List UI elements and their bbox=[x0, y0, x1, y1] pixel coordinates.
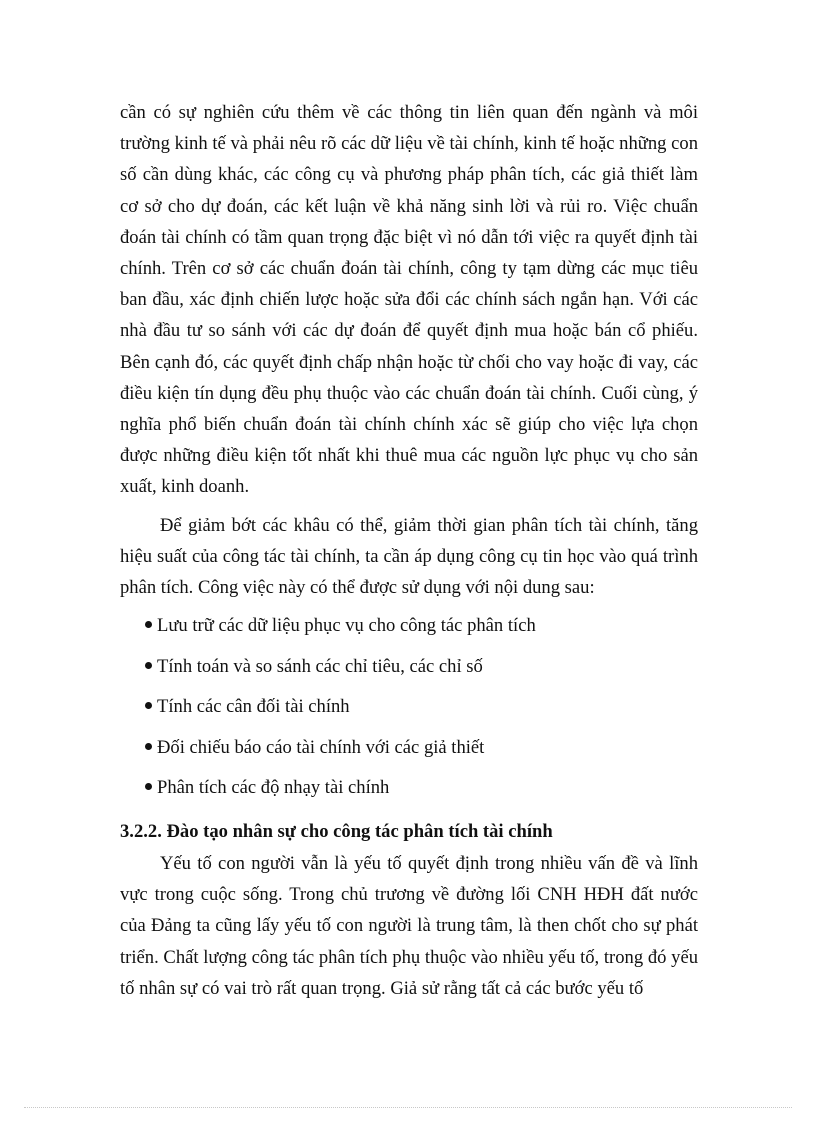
paragraph-financial-diagnosis: cần có sự nghiên cứu thêm về các thông tin liên quan đến ngành và môi trường kinh tế và phải nêu rõ các dữ liệu về tài chính, kinh tế hoặc những con số cần dùng khác, các công cụ và phương pháp phân tích, các giả thiết làm cơ sở cho dự đoán, các kết luận về khả năng sinh lời và rủi ro. Việc chuẩn đoán tài chính có tầm quan trọng đặc biệt vì nó dẫn tới việc ra quyết định tài chính. Trên cơ sở các chuẩn đoán tài chính, công ty tạm dừng các mục tiêu ban đầu, xác định chiến lược hoặc sửa đổi các chính sách ngắn hạn. Với các nhà đầu tư so sánh với các dự đoán để quyết định mua hoặc bán cổ phiếu. Bên cạnh đó, các quyết định chấp nhận hoặc từ chối cho vay hoặc đi vay, các điều kiện tín dụng đều phụ thuộc vào các chuẩn đoán tài chính. Cuối cùng, ý nghĩa phổ biến chuẩn đoán tài chính chính xác sẽ giúp cho việc lựa chọn được những điều kiện tốt nhất khi thuê mua các nguồn lực phục vụ cho sản xuất, kinh doanh. bbox=[120, 102, 698, 498]
bullet-item bbox=[145, 651, 705, 692]
bullet-text: Tính các cân đối tài chính bbox=[157, 696, 350, 717]
bullet-icon bbox=[145, 702, 152, 709]
bullet-icon bbox=[145, 743, 152, 750]
section-heading: 3.2.2. Đào tạo nhân sự cho công tác phân tích tài chính bbox=[120, 821, 553, 842]
bullet-item bbox=[145, 691, 705, 732]
paragraph-it-application: Để giảm bớt các khâu có thể, giảm thời gian phân tích tài chính, tăng hiệu suất của công tác tài chính, ta cần áp dụng công cụ tin học vào quá trình phân tích. Công việc này có thể được sử dụng với nội dung sau: bbox=[120, 515, 698, 599]
page-footer-divider bbox=[24, 1107, 792, 1108]
bullet-text: Phân tích các độ nhạy tài chính bbox=[157, 777, 390, 798]
bullet-icon bbox=[145, 783, 152, 790]
bullet-icon bbox=[145, 621, 152, 628]
bullet-text: Đối chiếu báo cáo tài chính với các giả thiết bbox=[157, 736, 485, 758]
bullet-text: Lưu trữ các dữ liệu phục vụ cho công tác phân tích bbox=[157, 615, 536, 636]
paragraph-human-resources: Yếu tố con người vẫn là yếu tố quyết định trong nhiều vấn đề và lĩnh vực trong cuộc sống. Trong chủ trương về đường lối CNH HĐH đất nước của Đảng ta cũng lấy yếu tố con người là trung tâm, là then chốt cho sự phát triển. Chất lượng công tác phân tích phụ thuộc vào nhiều yếu tố, trong đó yếu tố nhân sự có vai trò rất quan trọng. Giả sử rằng tất cả các bước yếu tố bbox=[120, 853, 698, 999]
bullet-item bbox=[145, 610, 705, 651]
bullet-item bbox=[145, 732, 705, 773]
bullet-text: Tính toán và so sánh các chỉ tiêu, các chỉ số bbox=[157, 655, 483, 677]
bullet-item bbox=[145, 772, 705, 813]
bullet-list bbox=[145, 610, 705, 813]
bullet-icon bbox=[145, 662, 152, 669]
